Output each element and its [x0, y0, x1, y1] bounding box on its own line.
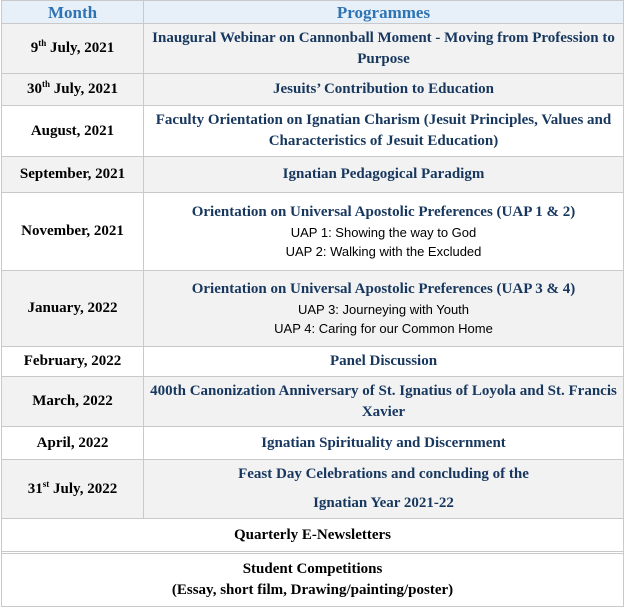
table-row [2, 24, 624, 74]
table-row [2, 106, 624, 157]
programme-subtitle: UAP 1: Showing the way to God [290, 225, 477, 240]
programme-cell [144, 271, 624, 347]
table-row [2, 347, 624, 377]
month-cell: 31st July, 2022 [2, 460, 144, 519]
programme-title: Orientation on Universal Apostolic Preferences (UAP 3 & 4) [191, 281, 576, 297]
table-row [2, 271, 624, 347]
programme-cell: Inaugural Webinar on Cannonball Moment - Moving from Profession to Purpose [144, 24, 624, 74]
month-cell: November, 2021 [2, 193, 144, 271]
table-row [2, 193, 624, 271]
table-header-row [2, 1, 624, 24]
programme-cell [144, 460, 624, 519]
table-row [2, 157, 624, 193]
month-cell: February, 2022 [2, 347, 144, 377]
programme-cell: Panel Discussion [144, 347, 624, 377]
table-row [2, 74, 624, 106]
programme-cell: Ignatian Spirituality and Discernment [144, 427, 624, 460]
table-row [2, 554, 624, 607]
month-cell: March, 2022 [2, 377, 144, 427]
programme-cell: Faculty Orientation on Ignatian Charism (Jesuit Principles, Values and Characteristics of Jesuit Education) [144, 106, 624, 157]
month-cell: 30th July, 2021 [2, 74, 144, 106]
programme-subtitle: UAP 3: Journeying with Youth [297, 302, 470, 317]
table-row [2, 460, 624, 519]
programme-table [1, 0, 624, 607]
programme-title: Orientation on Universal Apostolic Preferences (UAP 1 & 2) [191, 204, 576, 220]
newsletters-cell: Quarterly E-Newsletters [2, 519, 624, 552]
programme-subtitle: UAP 2: Walking with the Excluded [285, 244, 482, 259]
month-cell: April, 2022 [2, 427, 144, 460]
competitions-subtitle: (Essay, short film, Drawing/painting/poster) [171, 582, 454, 598]
competitions-title: Student Competitions [242, 561, 383, 577]
programmes-column-header: Programmes [144, 1, 624, 24]
month-cell: January, 2022 [2, 271, 144, 347]
programme-subtitle: UAP 4: Caring for our Common Home [274, 321, 493, 336]
table-row [2, 427, 624, 460]
programme-cell: Jesuits’ Contribution to Education [144, 74, 624, 106]
programme-title: Feast Day Celebrations and concluding of the [238, 466, 529, 482]
month-cell: September, 2021 [2, 157, 144, 193]
table-row [2, 377, 624, 427]
month-cell: 9th July, 2021 [2, 24, 144, 74]
month-column-header: Month [2, 1, 144, 24]
programme-cell: 400th Canonization Anniversary of St. Ignatius of Loyola and St. Francis Xavier [144, 377, 624, 427]
month-cell: August, 2021 [2, 106, 144, 157]
programme-title: Ignatian Year 2021-22 [313, 495, 454, 511]
programme-cell [144, 193, 624, 271]
table-row [2, 519, 624, 552]
programme-cell: Ignatian Pedagogical Paradigm [144, 157, 624, 193]
competitions-cell [2, 554, 624, 607]
